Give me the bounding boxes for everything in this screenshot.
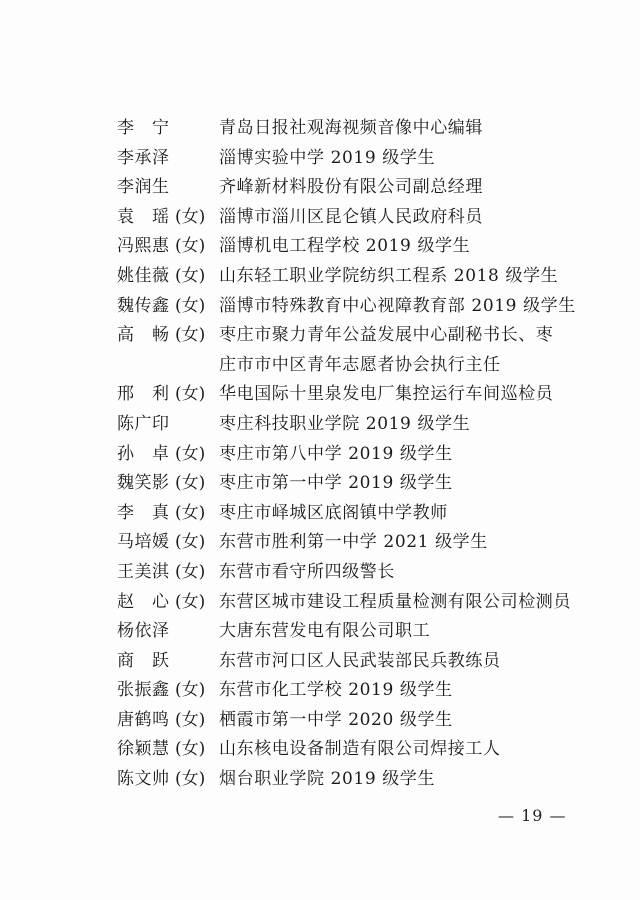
person-name: 冯熙惠 [117, 236, 170, 257]
person-name: 唐鹤鸣 [117, 709, 170, 730]
person-gender: (女) [175, 769, 206, 790]
list-item [0, 528, 640, 558]
person-description: 东营区城市建设工程质量检测有限公司检测员 [219, 591, 571, 612]
person-name: 赵 心 [117, 591, 170, 612]
list-item [0, 262, 640, 292]
person-description: 烟台职业学院 2019 级学生 [219, 769, 436, 790]
person-description: 东营市看守所四级警长 [219, 561, 395, 582]
person-gender: (女) [175, 295, 206, 316]
list-item [0, 706, 640, 736]
person-name: 李承泽 [117, 147, 170, 168]
person-description: 淄博实验中学 2019 级学生 [219, 147, 436, 168]
person-name: 姚佳薇 [117, 265, 170, 286]
list-item [0, 647, 640, 677]
list-item [0, 735, 640, 765]
list-item [0, 469, 640, 499]
person-description: 枣庄市峄城区底阁镇中学教师 [219, 502, 448, 523]
person-description: 华电国际十里泉发电厂集控运行车间巡检员 [219, 384, 554, 405]
list-item [0, 114, 640, 144]
person-description: 山东轻工职业学院纺织工程系 2018 级学生 [219, 265, 559, 286]
person-name: 李 宁 [117, 118, 170, 138]
list-item [0, 380, 640, 410]
person-gender: (女) [175, 739, 206, 760]
person-name: 李 真 [117, 502, 170, 523]
list-item [0, 410, 640, 440]
person-name: 陈文帅 [117, 769, 170, 790]
person-name: 邢 利 [117, 384, 170, 405]
list-item [0, 173, 640, 203]
person-name: 陈广印 [117, 413, 170, 434]
person-name: 孙 卓 [117, 443, 170, 464]
person-gender: (女) [175, 473, 206, 494]
list-item [0, 558, 640, 588]
person-description: 枣庄市聚力青年公益发展中心副秘书长、枣庄市市中区青年志愿者协会执行主任 [219, 325, 554, 375]
person-gender: (女) [175, 709, 206, 730]
person-gender: (女) [175, 236, 206, 257]
person-gender: (女) [175, 502, 206, 523]
person-description: 淄博市淄川区昆仑镇人民政府科员 [219, 206, 483, 227]
page-number: — 19 — [498, 806, 567, 825]
person-name: 王美淇 [117, 561, 170, 582]
list-item [0, 203, 640, 233]
person-name: 马培媛 [117, 532, 170, 553]
person-description: 东营市胜利第一中学 2021 级学生 [219, 532, 488, 553]
person-description: 齐峰新材料股份有限公司副总经理 [219, 177, 483, 198]
person-name: 高 畅 [117, 325, 170, 346]
list-item [0, 292, 640, 322]
person-gender: (女) [175, 265, 206, 286]
list-item [0, 765, 640, 795]
person-name: 张振鑫 [117, 680, 170, 701]
person-gender: (女) [175, 443, 206, 464]
honoree-list [0, 114, 640, 795]
list-item [0, 588, 640, 618]
person-description: 枣庄科技职业学院 2019 级学生 [219, 413, 471, 434]
person-name: 徐颖慧 [117, 739, 170, 760]
person-gender: (女) [175, 561, 206, 582]
list-item [0, 440, 640, 470]
person-description: 山东核电设备制造有限公司焊接工人 [219, 739, 501, 760]
person-description: 大唐东营发电有限公司职工 [219, 621, 431, 642]
person-gender: (女) [175, 532, 206, 553]
person-description: 东营市化工学校 2019 级学生 [219, 680, 453, 701]
person-description: 东营市河口区人民武装部民兵教练员 [219, 650, 501, 671]
list-item [0, 617, 640, 647]
person-gender: (女) [175, 325, 206, 346]
list-item [0, 232, 640, 262]
person-name: 袁 瑶 [117, 206, 170, 227]
person-name: 魏笑影 [117, 473, 170, 494]
person-gender: (女) [175, 591, 206, 612]
list-item [0, 144, 640, 174]
list-item [0, 499, 640, 529]
person-description: 枣庄市第八中学 2019 级学生 [219, 443, 453, 464]
person-description: 淄博市特殊教育中心视障教育部 2019 级学生 [219, 295, 576, 316]
person-description: 青岛日报社观海视频音像中心编辑 [219, 118, 483, 138]
person-description: 淄博机电工程学校 2019 级学生 [219, 236, 471, 257]
person-gender: (女) [175, 206, 206, 227]
person-name: 魏传鑫 [117, 295, 170, 316]
person-description: 栖霞市第一中学 2020 级学生 [219, 709, 453, 730]
person-description: 枣庄市第一中学 2019 级学生 [219, 473, 453, 494]
list-item [0, 321, 640, 380]
person-gender: (女) [175, 680, 206, 701]
person-gender: (女) [175, 384, 206, 405]
person-name: 杨依泽 [117, 621, 170, 642]
list-item [0, 676, 640, 706]
person-name: 商 跃 [117, 650, 170, 671]
person-name: 李润生 [117, 177, 170, 198]
